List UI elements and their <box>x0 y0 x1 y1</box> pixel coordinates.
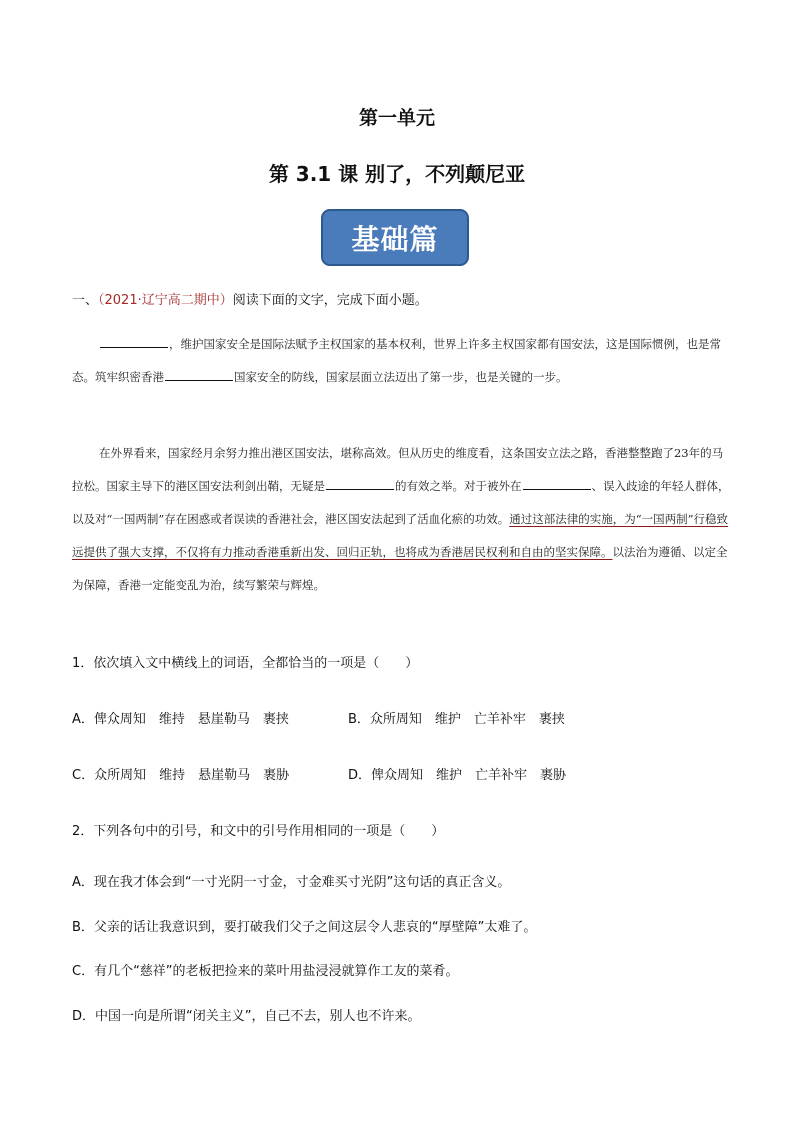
question-instruction: 阅读下面的文字，完成下面小题。 <box>232 293 428 308</box>
option-b[interactable]: B．父亲的话让我意识到，要打破我们父子之间这层令人悲哀的“厚壁障”太难了。 <box>72 920 537 935</box>
question-1-stem: 1．依次填入文中横线上的词语，全都恰当的一项是（ ） <box>72 656 419 671</box>
question-1-options-row-2 <box>72 764 566 783</box>
fill-blank-3 <box>326 477 394 490</box>
fill-blank-2 <box>165 368 233 381</box>
option-a[interactable]: A．现在我才体会到“一寸光阴一寸金，寸金难买寸光阴”这句话的真正含义。 <box>72 875 511 890</box>
fill-blank-4 <box>523 477 591 490</box>
lesson-title: 第 3.1 课 别了，不列颠尼亚 <box>268 162 526 186</box>
question-2-stem: 2．下列各句中的引号，和文中的引号作用相同的一项是（ ） <box>72 824 445 839</box>
passage-text: 的有效之举。对于被外在 <box>395 479 522 493</box>
question-1-options-row-1 <box>72 708 565 727</box>
question-source: （2021·辽宁高二期中） <box>98 293 233 308</box>
passage-text: 、误入歧途的年轻人群体，以及对“一国两制”存在困惑或者误读的香港社会，港区国安法起到了活血化瘀的功效。 <box>72 479 730 526</box>
passage-text: ，维护国家安全是国际法赋予主权国家的基本权利，世界上许多主权国家都有国安法，这是国际惯例，也是常态。筑牢织密香港 <box>72 337 721 384</box>
passage-paragraph-1 <box>72 328 732 394</box>
option-a[interactable]: A．俾众周知 维持 悬崖勒马 裹挟 <box>72 712 289 727</box>
section-badge: 基础篇 <box>321 209 469 266</box>
question-group-number: 一、 <box>72 293 99 308</box>
option-c[interactable]: C．众所周知 维持 悬崖勒马 裹胁 <box>72 768 290 783</box>
question-group-heading <box>72 289 428 308</box>
underlined-sentence: 通过这部法律的实施，为“一国两制”行稳致远提供了强大支撑，不仅将有力推动香港重新出发、回归正轨，也将成为香港居民权利和自由的坚实保障。 <box>72 512 729 559</box>
fill-blank-1 <box>100 335 168 348</box>
option-b[interactable]: B．众所周知 维护 亡羊补牢 裹挟 <box>348 712 565 727</box>
option-c[interactable]: C．有几个“慈祥”的老板把捡来的菜叶用盐浸浸就算作工友的菜肴。 <box>72 964 459 979</box>
passage-text: 在外界看来，国家经月余努力推出港区国安法，堪称高效。但从历史的维度看，这条国安立法之路，香港整整跑了23年的马拉松。国家主导下的港区国安法利剑出鞘，无疑是 <box>72 446 724 493</box>
passage-paragraph-2 <box>72 437 732 602</box>
passage-text: 国家安全的防线，国家层面立法迈出了第一步，也是关键的一步。 <box>234 370 568 384</box>
option-d[interactable]: D．中国一向是所谓“闭关主义”，自己不去，别人也不许来。 <box>72 1009 421 1024</box>
passage-text: 以法治为遵循、以定全为保障，香港一定能变乱为治，续写繁荣与辉煌。 <box>72 545 728 592</box>
unit-title: 第一单元 <box>358 107 435 129</box>
option-d[interactable]: D．俾众周知 维护 亡羊补牢 裹胁 <box>348 768 567 783</box>
